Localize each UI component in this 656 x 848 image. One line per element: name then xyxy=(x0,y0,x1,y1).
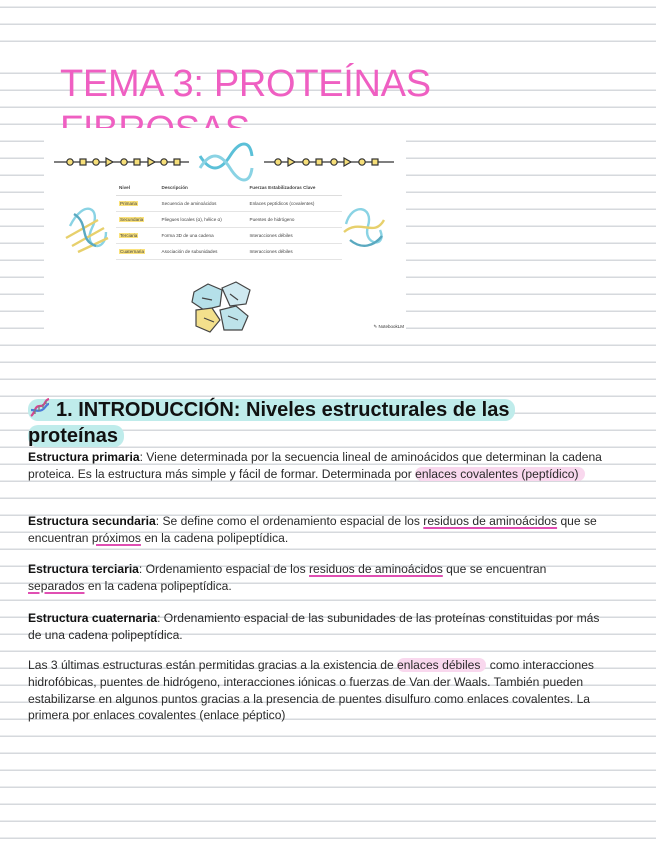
table-row xyxy=(116,244,342,260)
table-cell-forces: Interacciones débiles xyxy=(247,228,343,244)
paragraph-text: : Ordenamiento espacial de las subunidades de las proteínas constituidas por más de una cadena polipeptídica. xyxy=(28,611,600,642)
protein-structure-figure xyxy=(44,128,406,336)
table-cell-level: Primaria xyxy=(116,196,159,212)
underline-separados: separados xyxy=(28,578,85,593)
paragraph-text: : Viene determinada por la secuencia lineal de aminoácidos que determinan la cadena proteica. Es la estructura más simple y fácil de formar. Determinada por xyxy=(28,450,602,481)
section-heading xyxy=(28,397,608,449)
table-cell-level: Terciaria xyxy=(116,228,159,244)
table-header: Nivel xyxy=(116,180,159,196)
table-cell-description: Pliegues locales (α), hélice α) xyxy=(159,212,247,228)
paragraph-text: que se encuentran xyxy=(28,514,597,545)
quaternary-structure xyxy=(192,282,250,332)
term-tertiary: Estructura terciaria xyxy=(28,562,139,576)
term-secondary: Estructura secundaria xyxy=(28,514,156,528)
term-quaternary: Estructura cuaternaria xyxy=(28,611,158,625)
highlight-weak-bonds: enlaces débiles xyxy=(397,658,486,672)
paragraph-tertiary-structure xyxy=(28,561,603,595)
folded-protein-left xyxy=(66,209,108,252)
amino-acid-chain-right xyxy=(264,158,394,166)
table-header: Fuerzas Estabilizadoras Clave xyxy=(247,180,343,196)
alpha-helix xyxy=(200,144,252,180)
table-row xyxy=(116,212,342,228)
dna-icon xyxy=(28,398,52,418)
table-cell-level: Secundaria xyxy=(116,212,159,228)
highlight-covalent-bonds: enlaces covalentes (peptídico) xyxy=(415,467,584,481)
table-cell-description: Secuencia de aminoácidos xyxy=(159,196,247,212)
folded-protein-right xyxy=(344,209,384,246)
table-cell-description: Forma 3D de una cadena xyxy=(159,228,247,244)
figure-credit: ✎ NotebookLM xyxy=(373,324,404,329)
underline-proximos: próximos xyxy=(91,530,141,545)
paragraph-secondary-structure xyxy=(28,513,603,547)
paragraph-text: : Ordenamiento espacial de los xyxy=(138,562,310,576)
table-header-row xyxy=(116,180,342,196)
paragraph-text: que se encuentran xyxy=(442,562,547,576)
paragraph-text: en la cadena polipeptídica. xyxy=(84,578,232,593)
page-title: TEMA 3: PROTEÍNAS xyxy=(60,63,431,106)
table-cell-forces: Interacciones débiles xyxy=(247,244,343,260)
table-cell-level: Cuaternaria xyxy=(116,244,159,260)
paragraph-text: como interacciones hidrofóbicas, puentes de hidrógeno, interacciones iónicas o fuerzas de Van der Waals. También pueden estabilizarse en algunos puntos gracias a la presencia de puentes disulfuro como enlaces covalentes. La primera por enlaces covalentes (enlace péptico) xyxy=(28,658,594,723)
table-row xyxy=(116,228,342,244)
underline-amino-residues: residuos de aminoácidos xyxy=(423,514,558,528)
section-heading-text: 1. INTRODUCCIÓN: Niveles estructurales de las proteínas xyxy=(28,398,510,447)
term-primary: Estructura primaria xyxy=(28,450,140,464)
table-header: Descripción xyxy=(159,180,247,196)
amino-acid-chain-left xyxy=(54,158,189,166)
table-cell-forces: Enlaces peptídicos (covalentes) xyxy=(247,196,343,212)
structure-levels-table xyxy=(116,180,342,260)
section-heading-highlight xyxy=(28,399,515,447)
paragraph-primary-structure xyxy=(28,449,603,483)
paragraph-weak-bonds xyxy=(28,657,603,724)
table-cell-forces: Puentes de hidrógeno xyxy=(247,212,343,228)
table-row xyxy=(116,196,342,212)
paragraph-text: Las 3 últimas estructuras están permitidas gracias a la existencia de xyxy=(28,658,398,672)
paragraph-text: : Se define como el ordenamiento espacial de los xyxy=(155,514,424,528)
table-cell-description: Asociación de subunidades xyxy=(159,244,247,260)
underline-amino-residues: residuos de aminoácidos xyxy=(309,562,443,576)
paragraph-quaternary-structure xyxy=(28,610,603,644)
paragraph-text: en la cadena polipeptídica. xyxy=(140,530,289,545)
